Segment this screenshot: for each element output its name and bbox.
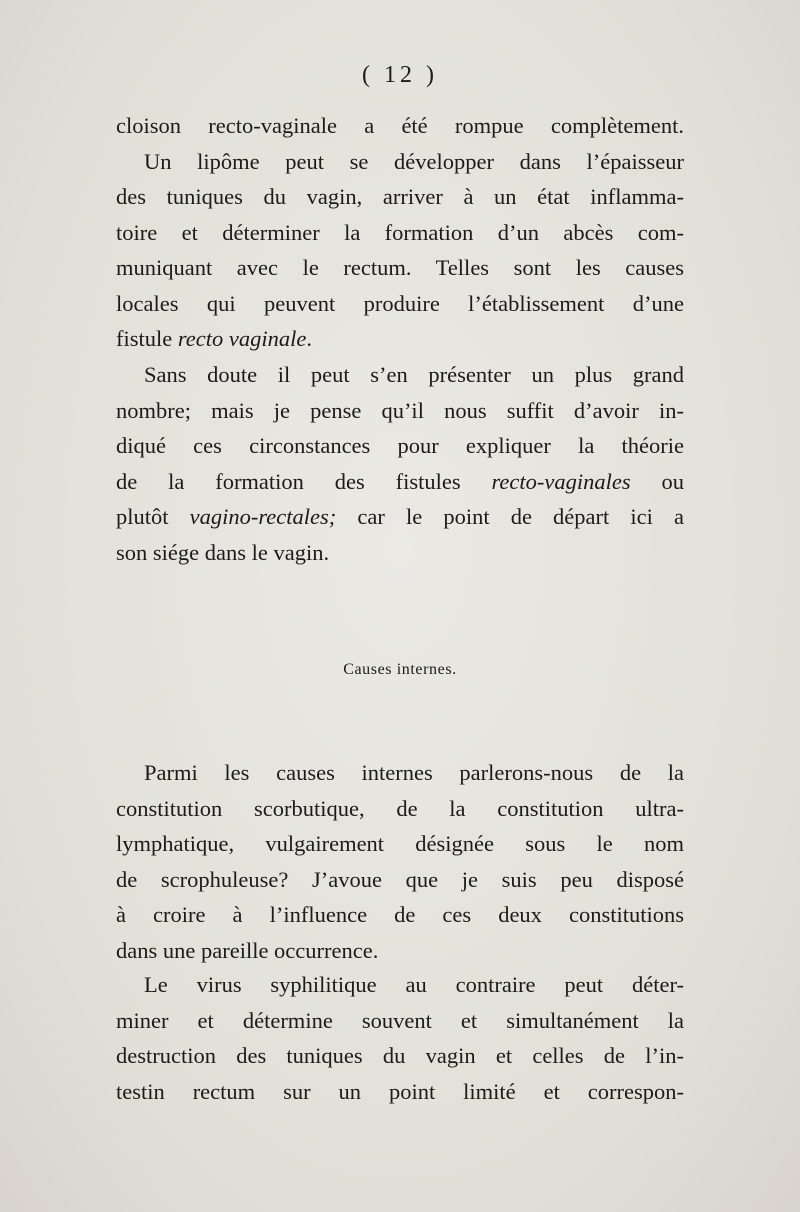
text-line: testin rectum sur un point limité et correspon-	[116, 1078, 684, 1104]
italic-term: recto vaginale	[177, 326, 307, 351]
text-line: dans une pareille occurrence.	[116, 937, 379, 963]
paragraph-block-2	[116, 357, 684, 570]
text-line: locales qui peuvent produire l’établissement d’une	[116, 290, 684, 316]
text-line	[116, 464, 684, 500]
page-number: ( 12 )	[362, 62, 438, 88]
text-line: Parmi les causes internes parlerons-nous de la	[144, 760, 684, 785]
text-line: cloison recto-vaginale a été rompue complètement.	[116, 113, 684, 138]
text-line: diqué ces circonstances pour expliquer la théorie	[116, 433, 684, 458]
text-line: à croire à l’influence de ces deux constitutions	[116, 902, 684, 927]
text-line: constitution scorbutique, de la constitution ultra-	[116, 795, 684, 821]
text-line: Sans doute il peut s’en présenter un plus grand	[144, 362, 684, 387]
paragraph-block-1	[116, 108, 684, 357]
section-heading: Causes internes.	[343, 661, 457, 678]
text-segment: ou	[630, 468, 684, 494]
italic-term: recto-vaginales	[491, 468, 631, 494]
text-line: Un lipôme peut se développer dans l’épaisseur	[144, 148, 684, 174]
text-segment: fistule	[116, 326, 178, 351]
text-segment: car le point de départ ici a	[336, 504, 684, 529]
text-line: des tuniques du vagin, arriver à un état inflamma-	[116, 184, 684, 209]
text-line	[116, 321, 684, 357]
text-segment: plutôt	[116, 504, 190, 529]
text-line: Le virus syphilitique au contraire peut déter-	[144, 972, 684, 997]
text-line: nombre; mais je pense qu’il nous suffit d’avoir in-	[116, 397, 684, 423]
text-line: de scrophuleuse? J’avoue que je suis peu disposé	[116, 866, 684, 892]
text-segment: .	[306, 326, 312, 351]
text-line: miner et détermine souvent et simultanément la	[116, 1007, 684, 1033]
paragraph-block-4	[116, 967, 684, 1109]
paragraph-block-3	[116, 755, 684, 968]
italic-term: vagino-rectales;	[189, 504, 337, 529]
text-line: son siége dans le vagin.	[116, 539, 330, 565]
text-line: muniquant avec le rectum. Telles sont les causes	[116, 255, 684, 280]
text-line: destruction des tuniques du vagin et celles de l’in-	[116, 1043, 684, 1068]
text-line: toire et déterminer la formation d’un abcès com-	[116, 219, 684, 245]
text-line: lymphatique, vulgairement désignée sous le nom	[116, 831, 684, 856]
text-line	[116, 499, 684, 535]
text-segment: de la formation des fistules	[116, 468, 492, 494]
